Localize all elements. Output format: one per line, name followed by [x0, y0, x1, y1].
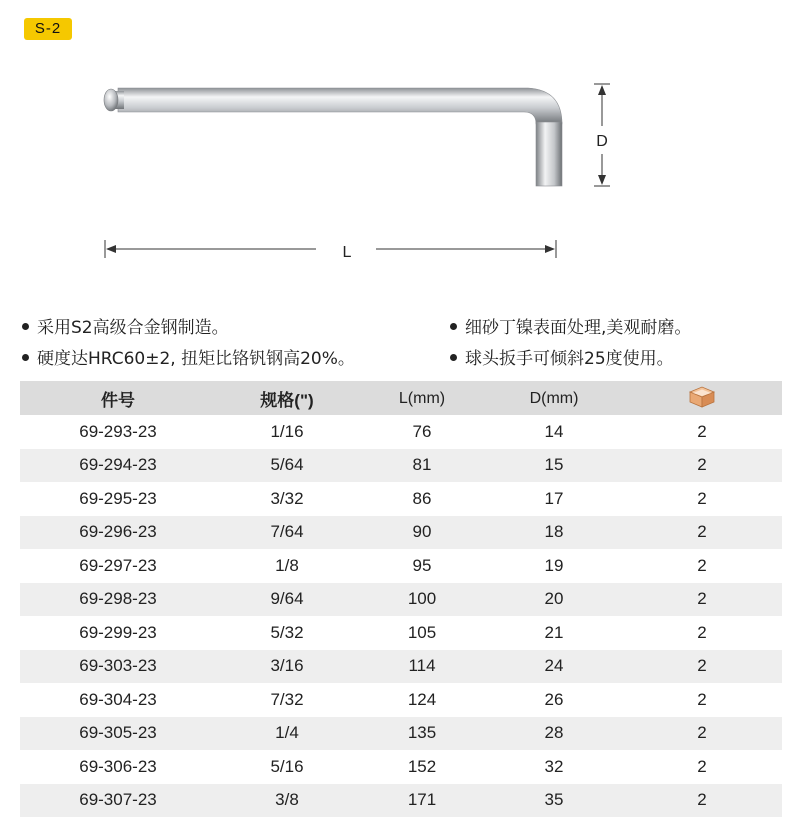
cell-size: 3/16 — [216, 650, 358, 684]
table-row — [20, 717, 782, 751]
cell-package-qty: 2 — [622, 717, 782, 751]
cell-size: 9/64 — [216, 583, 358, 617]
table-row — [20, 549, 782, 583]
cell-part-number: 69-296-23 — [20, 516, 216, 550]
header-size: 规格(") — [216, 381, 358, 415]
cell-depth: 21 — [486, 616, 622, 650]
cell-length: 124 — [358, 683, 486, 717]
table-row — [20, 516, 782, 550]
feature-item: 采用S2高级合金钢制造。 — [22, 313, 229, 338]
bullet-icon — [450, 354, 457, 361]
length-label: L — [342, 244, 352, 261]
depth-label: D — [596, 133, 608, 150]
table-row — [20, 482, 782, 516]
cell-part-number: 69-295-23 — [20, 482, 216, 516]
cell-depth: 35 — [486, 784, 622, 818]
cell-package-qty: 2 — [622, 616, 782, 650]
cell-part-number: 69-293-23 — [20, 415, 216, 449]
cell-part-number: 69-307-23 — [20, 784, 216, 818]
cell-part-number: 69-294-23 — [20, 449, 216, 483]
cell-length: 95 — [358, 549, 486, 583]
cell-package-qty: 2 — [622, 583, 782, 617]
cell-package-qty: 2 — [622, 516, 782, 550]
cell-length: 171 — [358, 784, 486, 818]
cell-package-qty: 2 — [622, 482, 782, 516]
cell-depth: 18 — [486, 516, 622, 550]
cell-package-qty: 2 — [622, 650, 782, 684]
cell-length: 114 — [358, 650, 486, 684]
cell-size: 5/32 — [216, 616, 358, 650]
table-row — [20, 750, 782, 784]
cell-package-qty: 2 — [622, 784, 782, 818]
cell-length: 81 — [358, 449, 486, 483]
cell-size: 1/8 — [216, 549, 358, 583]
cell-depth: 14 — [486, 415, 622, 449]
cell-depth: 32 — [486, 750, 622, 784]
cell-size: 5/64 — [216, 449, 358, 483]
cell-package-qty: 2 — [622, 683, 782, 717]
package-box-icon — [687, 383, 717, 409]
cell-size: 1/4 — [216, 717, 358, 751]
cell-size: 3/8 — [216, 784, 358, 818]
bullet-icon — [450, 323, 457, 330]
header-package — [622, 381, 782, 415]
table-row — [20, 449, 782, 483]
cell-depth: 26 — [486, 683, 622, 717]
cell-package-qty: 2 — [622, 449, 782, 483]
bullet-icon — [22, 354, 29, 361]
cell-depth: 28 — [486, 717, 622, 751]
cell-package-qty: 2 — [622, 750, 782, 784]
cell-depth: 19 — [486, 549, 622, 583]
table-header-row — [20, 381, 782, 415]
cell-part-number: 69-298-23 — [20, 583, 216, 617]
cell-depth: 17 — [486, 482, 622, 516]
spec-table — [20, 381, 782, 817]
cell-size: 3/32 — [216, 482, 358, 516]
feature-item: 细砂丁镍表面处理,美观耐磨。 — [450, 313, 691, 338]
cell-part-number: 69-304-23 — [20, 683, 216, 717]
header-length: L(mm) — [358, 381, 486, 415]
cell-length: 152 — [358, 750, 486, 784]
cell-part-number: 69-303-23 — [20, 650, 216, 684]
cell-package-qty: 2 — [622, 549, 782, 583]
cell-package-qty: 2 — [622, 415, 782, 449]
feature-item: 球头扳手可倾斜25度使用。 — [450, 344, 674, 369]
table-row — [20, 683, 782, 717]
cell-depth: 20 — [486, 583, 622, 617]
feature-list — [22, 310, 782, 374]
cell-part-number: 69-299-23 — [20, 616, 216, 650]
header-part-number: 件号 — [20, 381, 216, 415]
cell-part-number: 69-306-23 — [20, 750, 216, 784]
cell-depth: 15 — [486, 449, 622, 483]
cell-size: 5/16 — [216, 750, 358, 784]
table-row — [20, 784, 782, 818]
header-depth: D(mm) — [486, 381, 622, 415]
table-row — [20, 616, 782, 650]
cell-length: 90 — [358, 516, 486, 550]
table-row — [20, 650, 782, 684]
table-row — [20, 583, 782, 617]
cell-size: 7/32 — [216, 683, 358, 717]
bullet-icon — [22, 323, 29, 330]
cell-length: 100 — [358, 583, 486, 617]
cell-length: 105 — [358, 616, 486, 650]
table-row — [20, 415, 782, 449]
cell-part-number: 69-305-23 — [20, 717, 216, 751]
hex-key-illustration — [0, 60, 790, 270]
cell-length: 135 — [358, 717, 486, 751]
cell-size: 1/16 — [216, 415, 358, 449]
cell-length: 76 — [358, 415, 486, 449]
feature-item: 硬度达HRC60±2, 扭矩比铬钒钢高20%。 — [22, 344, 355, 369]
cell-size: 7/64 — [216, 516, 358, 550]
cell-length: 86 — [358, 482, 486, 516]
cell-part-number: 69-297-23 — [20, 549, 216, 583]
series-badge: S-2 — [24, 18, 72, 40]
cell-depth: 24 — [486, 650, 622, 684]
